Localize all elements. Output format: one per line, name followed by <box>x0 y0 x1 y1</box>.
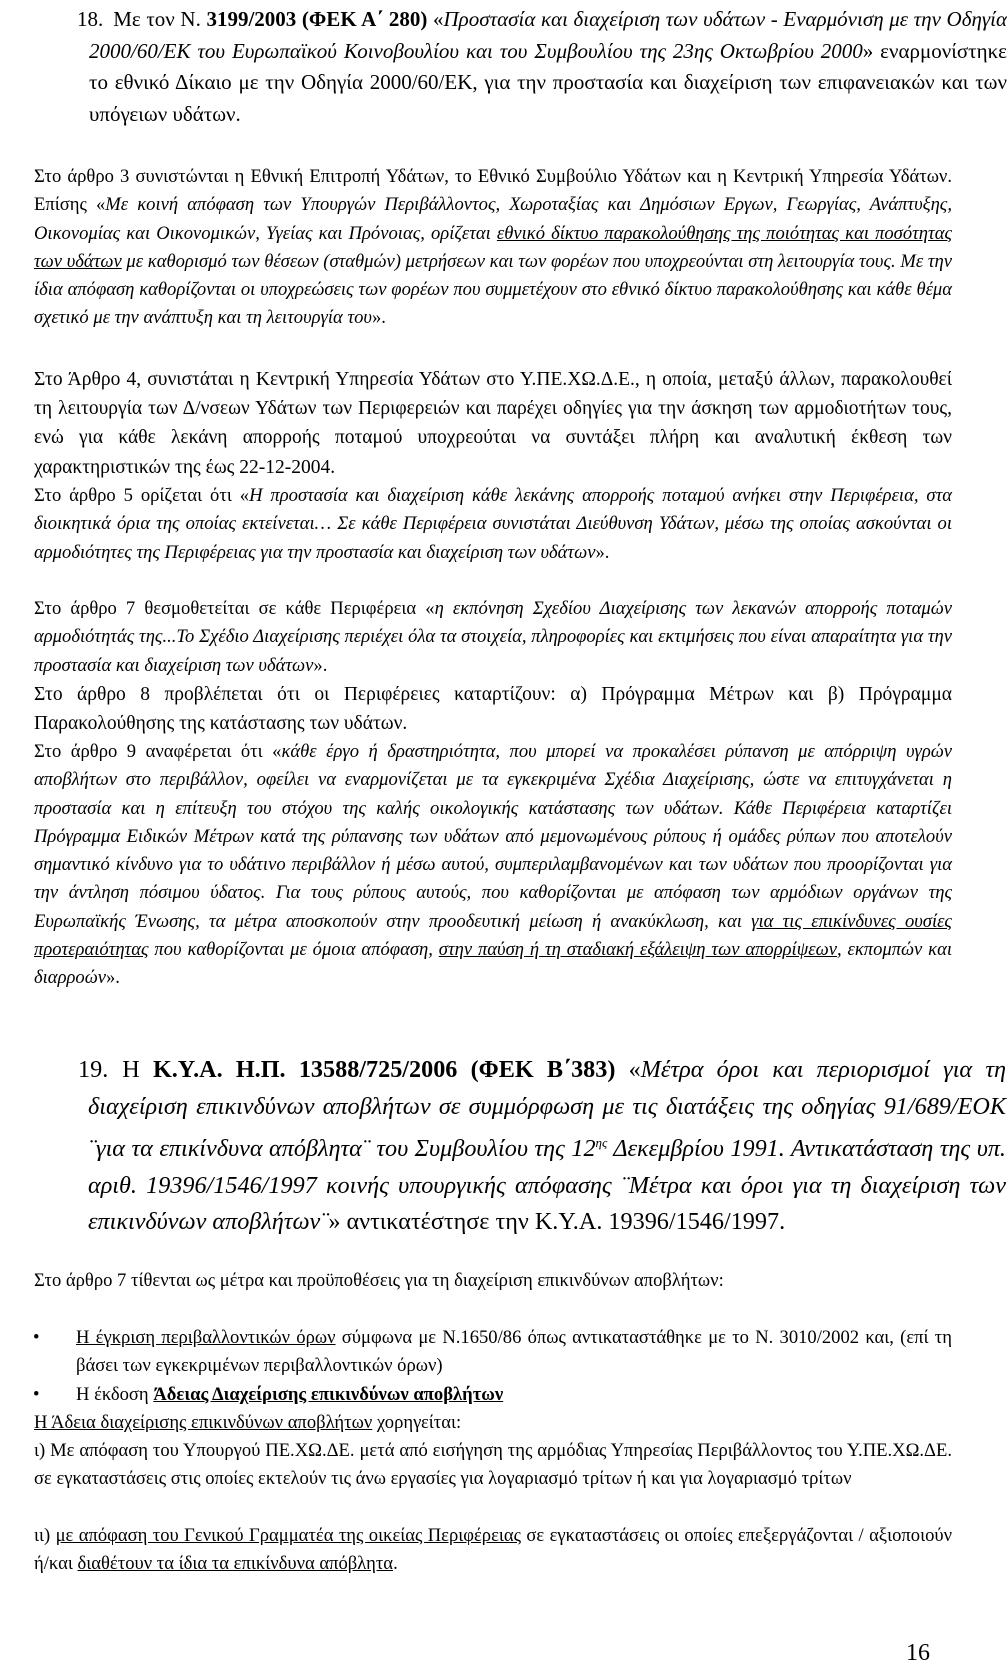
list-item: • Η έκδοση Άδειας Διαχείρισης επικινδύνων αποβλήτων <box>34 1381 952 1409</box>
underlined-phrase: εθνικό δίκτυο παρακολούθησης της ποιότητας και ποσότητας των υδάτων <box>34 222 952 272</box>
article-5-paragraph: Στο άρθρο 5 ορίζεται ότι «Η προστασία και διαχείριση κάθε λεκάνης απορροής ποταμού ανήκει στην Περιφέρεια, στα διοικητικά όρια της οποίας εκτείνεται… Σε κάθε Περιφέρεια συνιστάται Διεύθυνση Υδάτων, μέσω της οποίας ασκούνται οι αρμοδιότητες της Περιφέρειας για την προστασία και διαχείριση των υδάτων». <box>34 485 953 563</box>
article-3-paragraph: Στο άρθρο 3 συνιστώνται η Εθνική Επιτροπή Υδάτων, το Εθνικό Συμβούλιο Υδάτων και η Κεντρική Υπηρεσία Υδάτων. Επίσης «Με κοινή απόφαση των Υπουργών Περιβάλλοντος, Χωροταξίας και Δημόσιων Εργων, Γεωργίας, Ανάπτυξης, Οικονομίας και Οικονομικών, Υγείας και Πρόνοιας, ορίζεται εθνικό δίκτυο παρακολούθησης της ποιότητας και ποσότητας των υδάτων με καθορισμό των θέσεων (σταθμών) μετρήσεων και των φορέων που υποχρεούνται στη λειτουργία τους. Με την ίδια απόφαση καθορίζονται οι υποχρεώσεις των φορέων που συμμετέχουν στο εθνικό δίκτυο παρακολούθησης και κάθε θέμα σχετικό με την ανάπτυξη και τη λειτουργία του». <box>34 166 952 329</box>
section-19-intro: 19. Η Κ.Υ.Α. Η.Π. 13588/725/2006 (ΦΕΚ Β΄383) «Μέτρα όροι και περιορισμοί για τη διαχείριση επικινδύνων αποβλήτων σε συμμόρφωση με τις διατάξεις της οδηγίας 91/689/ΕΟΚ ¨για τα επικίνδυνα απόβλητα¨ του Συμβουλίου της $12^{\eta\varsigma}$ Δεκεμβρίου 1991. Αντικατάσταση της υπ. αριθ. 19396/1546/1997 κοινής υπουργικής απόφασης ¨Μέτρα και όροι για τη διαχείριση των επικινδύνων αποβλήτων¨» αντικατέστησε την Κ.Υ.Α. 19396/1546/1997. <box>78 1056 1007 1236</box>
bullet-icon: • <box>33 1383 40 1405</box>
underlined-phrase: για τις επικίνδυνες ουσίες προτεραιότητας <box>34 910 952 961</box>
section-18-intro: 18. Με τον Ν. 3199/2003 (ΦΕΚ Α΄ 280) «Προστασία και διαχείριση των υδάτων - Εναρμόνιση με την Οδηγία 2000/60/ΕΚ του Ευρωπαϊκού Κοινοβουλίου και του Συμβουλίου της 23ης Οκτωβρίου 2000» εναρμονίστηκε το εθνικό Δίκαιο με την Οδηγία 2000/60/ΕΚ, για την προστασία και διαχείριση των επιφανειακών και των υπόγειων υδάτων. <box>77 7 1007 126</box>
kya-reference: Κ.Υ.Α. Η.Π. 13588/725/2006 (ΦΕΚ Β΄383) <box>152 1056 616 1083</box>
list-item: • Η έγκριση περιβαλλοντικών όρων σύμφωνα με Ν.1650/86 όπως αντικαταστάθηκε με το Ν. 3010/2002 και, (επί τη βάσει των εγκεκριμένων περιβαλλοντικών όρων) <box>34 1324 952 1381</box>
article-8-paragraph: Στο άρθρο 8 προβλέπεται ότι οι Περιφέρειες καταρτίζουν: α) Πρόγραμμα Μέτρων και β) Πρόγραμμα Παρακολούθησης της κατάστασης των υδάτων. <box>34 684 952 735</box>
article-4-paragraph: Στο Άρθρο 4, συνιστάται η Κεντρική Υπηρεσία Υδάτων στο Υ.ΠΕ.ΧΩ.Δ.Ε., η οποία, μεταξύ άλλων, παρακολουθεί τη λειτουργία των Δ/νσεων Υδάτων των Περιφερειών και παρέχει οδηγίες για την άσκηση των αρμοδιοτήτων τους, ενώ για κάθε λεκάνη απορροής ποταμού υποχρεούται να συντάξει πλήρη και αναλυτική έκθεση των χαρακτηριστικών της έως 22-12-2004. <box>34 369 952 478</box>
item-ii: ιι) με απόφαση του Γενικού Γραμματέα της οικείας Περιφέρειας σε εγκαταστάσεις οι οποίες επεξεργάζονται / αξιοποιούν ή/και διαθέτουν τα ίδια τα επικίνδυνα απόβλητα. <box>34 1525 952 1575</box>
license-paragraph: Η Άδεια διαχείρισης επικινδύνων αποβλήτων χορηγείται: <box>34 1412 462 1433</box>
article-9-paragraph: Στο άρθρο 9 αναφέρεται ότι «κάθε έργο ή δραστηριότητα, που μπορεί να προκαλέσει ρύπανση με απόρριψη υγρών αποβλήτων στο περιβάλλον, οφείλει να εναρμονίζεται με τα εγκεκριμένα Σχέδια Διαχείρισης, ώστε να επιτυγχάνεται η προστασία και η επίτευξη του στόχου της καλής οικολογικής κατάστασης των υδάτων. Κάθε Περιφέρεια καταρτίζει Πρόγραμμα Ειδικών Μέτρων κατά της ρύπανσης των υδάτων από μεμονωμένους ρύπους ή ομάδες ρύπων που αποτελούν σημαντικό κίνδυνο για το υδάτινο περιβάλλον ή μέσω αυτού, συμπεριλαμβανομένων και των υδάτων που προορίζονται για την άντληση πόσιμου ύδατος. Για τους ρύπους αυτούς, που καθορίζονται με απόφαση των αρμόδιων οργάνων της Ευρωπαϊκής Ένωσης, τα μέτρα αποσκοπούν στην προοδευτική μείωση ή ανακύκλωση, και για τις επικίνδυνες ουσίες προτεραιότητας που καθορίζονται με όμοια απόφαση, στην παύση ή τη σταδιακή εξάλειψη των απορρίψεων, εκπομπών και διαρροών». <box>34 741 952 989</box>
section-number: 19. <box>78 1056 109 1083</box>
measures-list <box>34 1324 952 1409</box>
underlined-phrase: στην παύση ή τη σταδιακή εξάλειψη των απορρίψεων <box>438 939 837 961</box>
law-title: Προστασία και διαχείριση των υδάτων - Εναρμόνιση με την Οδηγία 2000/60/ΕΚ του Ευρωπαϊκού Κοινοβουλίου και του Συμβουλίου της 23ης Οκτωβρίου 2000 <box>89 7 1007 63</box>
section-number: 18. <box>77 7 104 31</box>
article-7-paragraph: Στο άρθρο 7 θεσμοθετείται σε κάθε Περιφέρεια «η εκπόνηση Σχεδίου Διαχείρισης των λεκανών απορροής ποταμών αρμοδιότητάς της...Το Σχέδιο Διαχείρισης περιέχει όλα τα στοιχεία, πληροφορίες και εκτιμήσεις που είναι απαραίτητα για την προστασία και διαχείριση των υδάτων». <box>34 598 952 676</box>
article-7-measures: Στο άρθρο 7 τίθενται ως μέτρα και προϋποθέσεις για τη διαχείριση επικινδύνων αποβλήτων: <box>34 1270 724 1291</box>
page-number: 16 <box>906 1640 930 1666</box>
bullet-icon: • <box>33 1327 40 1348</box>
item-i: ι) Με απόφαση του Υπουργού ΠΕ.ΧΩ.ΔΕ. μετά από εισήγηση της αρμόδιας Υπηρεσίας Περιβάλλοντος του Υ.ΠΕ.ΧΩ.ΔΕ. σε εγκαταστάσεις στις οποίες εκτελούν τις άνω εργασίες για λογαριασμό τρίτων ή και για λογαριασμό τρίτων <box>34 1440 952 1490</box>
